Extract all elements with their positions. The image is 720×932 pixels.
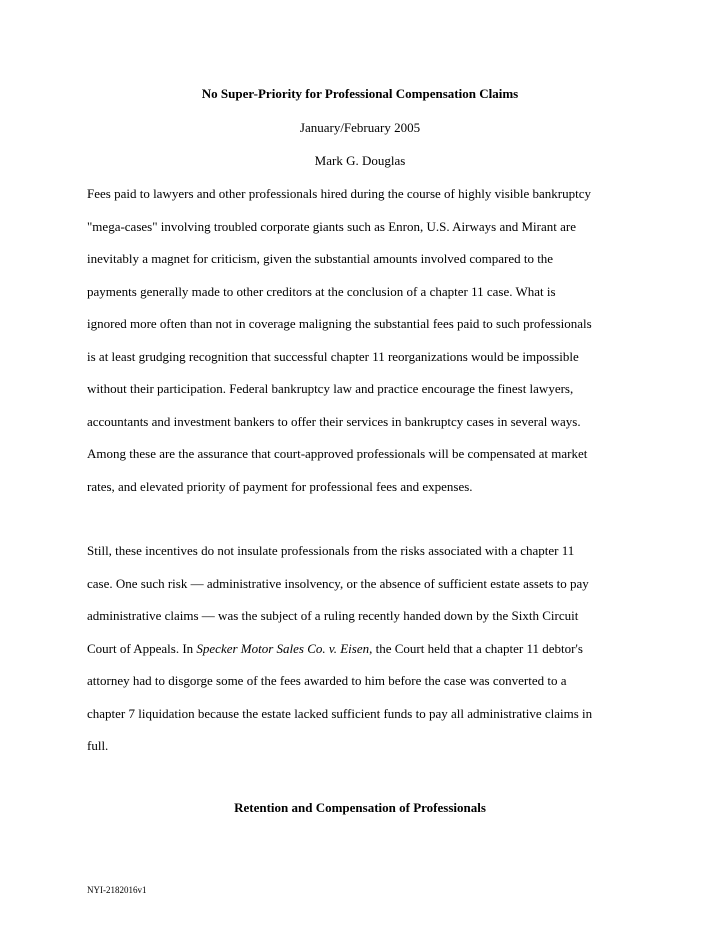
paragraph-line: payments generally made to other creditors at the conclusion of a chapter 11 case. What is: [87, 283, 556, 299]
paragraph-line: accountants and investment bankers to offer their services in bankruptcy cases in several ways.: [87, 413, 581, 429]
article-title: No Super-Priority for Professional Compensation Claims: [201, 86, 519, 101]
paragraph-line: attorney had to disgorge some of the fees awarded to him before the case was converted to a: [87, 673, 567, 688]
paragraph-line: Fees paid to lawyers and other professionals hired during the course of highly visible bankruptcy: [87, 186, 591, 201]
case-citation: Specker Motor Sales Co. v. Eisen: [196, 640, 370, 656]
paragraph-line: [87, 633, 647, 666]
line-text-after-case: , the Court held that a chapter 11 debtor's: [369, 640, 583, 656]
paragraph-line: without their participation. Federal bankruptcy law and practice encourage the finest lawyers,: [87, 381, 574, 396]
document-id-footer: NYI-2182016v1: [87, 885, 147, 895]
article-author: Mark G. Douglas: [314, 153, 406, 168]
paragraph-ruling: [87, 535, 647, 763]
paragraph-line: Still, these incentives do not insulate professionals from the risks associated with a chapter 11: [87, 543, 575, 558]
paragraph-line: is at least grudging recognition that successful chapter 11 reorganizations would be impossible: [87, 348, 579, 364]
article-date: January/February 2005: [299, 120, 421, 135]
line-text-before-case: Court of Appeals. In: [87, 640, 197, 656]
paragraph-intro: [87, 178, 647, 503]
paragraph-line: inevitably a magnet for criticism, given the substantial amounts involved compared to the: [87, 251, 554, 266]
paragraph-line: rates, and elevated priority of payment for professional fees and expenses.: [87, 478, 473, 494]
paragraph-line: "mega-cases" involving troubled corporate giants such as Enron, U.S. Airways and Mirant are: [87, 218, 576, 234]
paragraph-line: case. One such risk ― administrative insolvency, or the absence of sufficient estate assets to pay: [87, 575, 589, 591]
paragraph-line: chapter 7 liquidation because the estate lacked sufficient funds to pay all administrative claims in: [87, 705, 593, 721]
paragraph-line: ignored more often than not in coverage maligning the substantial fees paid to such professionals: [87, 316, 592, 331]
paragraph-line: Among these are the assurance that court-approved professionals will be compensated at market: [87, 446, 588, 461]
section-heading: Retention and Compensation of Professionals: [234, 800, 486, 815]
paragraph-line: full.: [87, 738, 109, 753]
paragraph-line: administrative claims ― was the subject of a ruling recently handed down by the Sixth Circuit: [87, 608, 579, 623]
